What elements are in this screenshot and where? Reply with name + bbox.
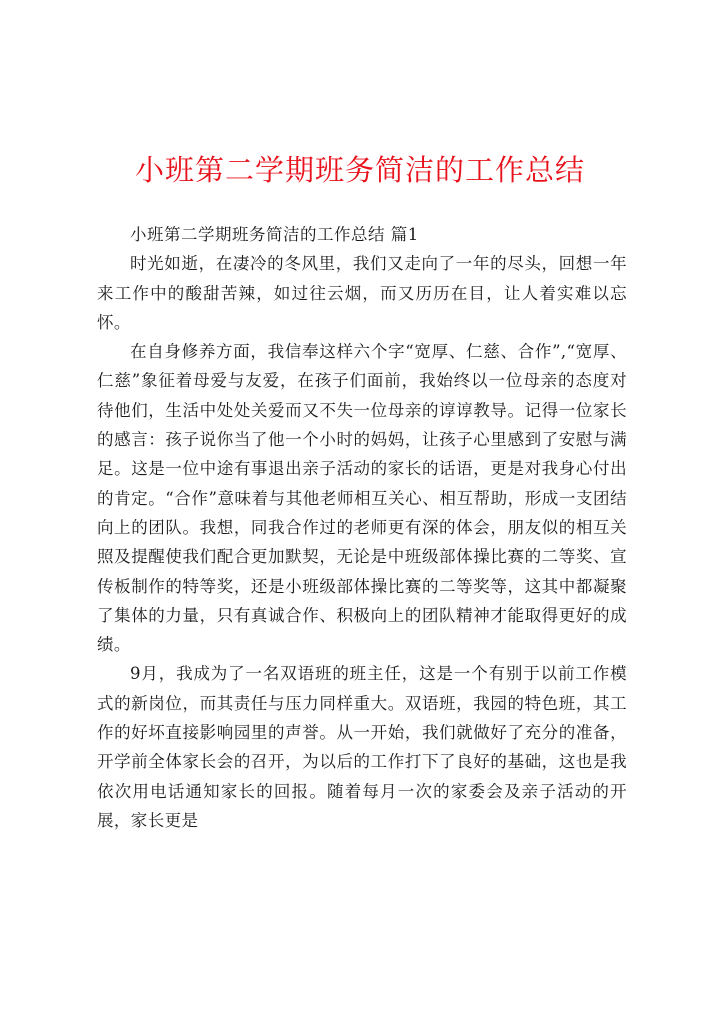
document-title: 小班第二学期班务简洁的工作总结 xyxy=(134,153,585,187)
paragraph-2: 在自身修养方面，我信奉这样六个字“宽厚、仁慈、合作”,“宽厚、仁慈”象征着母爱与友爱，在孩子们面前，我始终以一位母亲的态度对待他们，生活中处处关爱而又不失一位母亲的谆谆教导。记得一位家长的感言：孩子说你当了他一个小时的妈妈，让孩子心里感到了安慰与满足。这是一位中途有事退出亲子活动的家长的话语，更是对我身心付出的肯定。“合作”意味着与其他老师相互关心、相互帮助，形成一支团结向上的团队。我想，同我合作过的老师更有深的体会，朋友似的相互关照及提醒使我们配合更加默契，无论是中班级部体操比赛的二等奖、宣传板制作的特等奖，还是小班级部体操比赛的二等奖等，这其中都凝聚了集体的力量，只有真诚合作、积极向上的团队精神才能取得更好的成绩。 xyxy=(97,342,627,655)
document-body xyxy=(97,220,627,835)
paragraph-3: 9月，我成为了一名双语班的班主任，这是一个有别于以前工作模式的新岗位，而其责任与压力同样重大。双语班，我园的特色班，其工作的好坏直接影响园里的声誉。从一开始，我们就做好了充分的准备，开学前全体家长会的召开，为以后的工作打下了良好的基础，这也是我依次用电话通知家长的回报。随着每月一次的家委会及亲子活动的开展，家长更是 xyxy=(97,664,627,830)
section-heading: 小班第二学期班务简洁的工作总结 篇1 xyxy=(130,225,419,244)
paragraph-1: 时光如逝，在凄冷的冬风里，我们又走向了一年的尽头，回想一年来工作中的酸甜苦辣，如过往云烟，而又历历在目，让人着实难以忘怀。 xyxy=(97,254,627,332)
